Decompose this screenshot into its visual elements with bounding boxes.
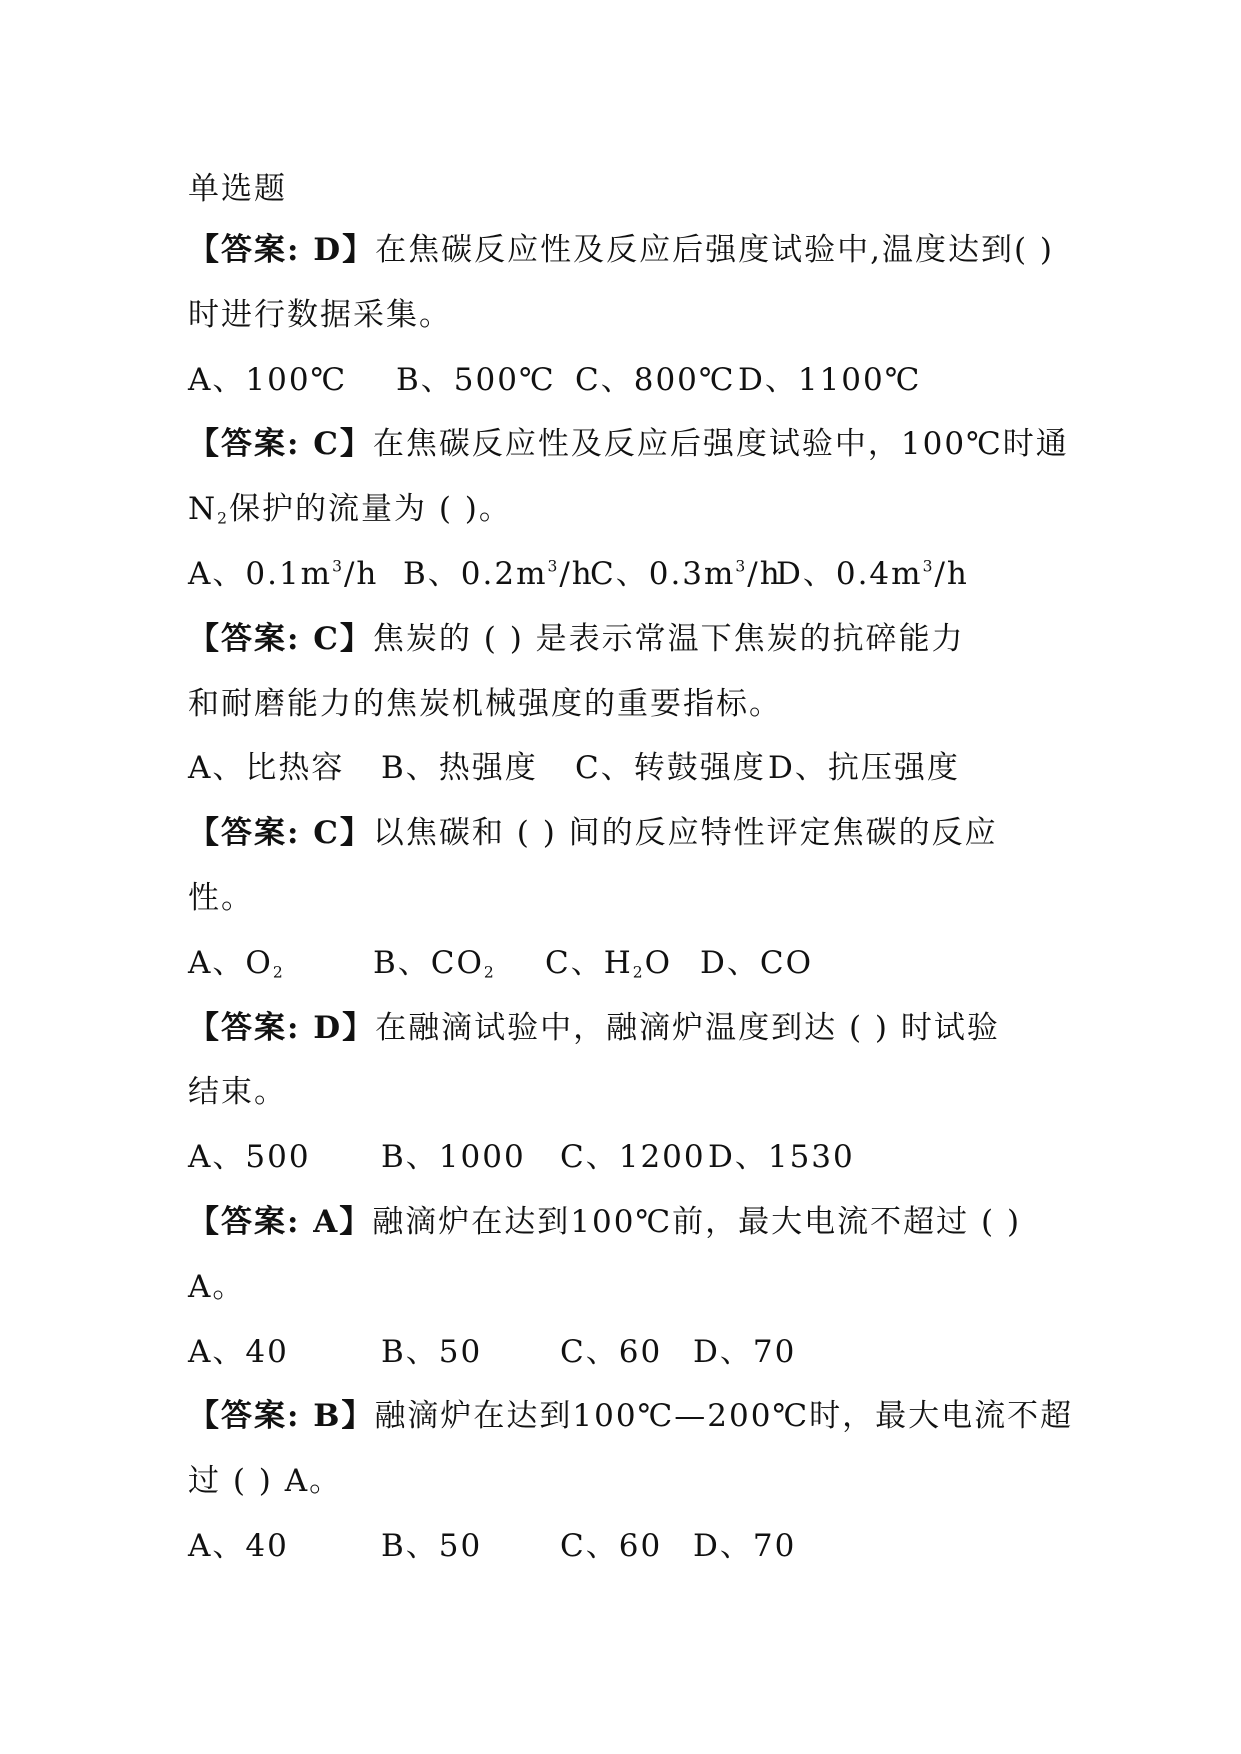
question-2-line-2 (188, 477, 1088, 542)
question-3-options (188, 736, 1088, 801)
question-7-stem-part-1: 融滴炉在达到100℃—200℃时，最大电流不超 (374, 1398, 1074, 1435)
document-content (188, 160, 1088, 1579)
question-2-option-d: D、$0.4m^3/h$ (776, 555, 969, 592)
question-5-option-d: D、1530 (708, 1139, 855, 1176)
question-4-option-d: D、CO (700, 944, 813, 981)
question-6-option-a: A、40 (188, 1333, 289, 1370)
question-3-option-b: B、热强度 (381, 750, 538, 787)
question-2-option-a: A、$0.1m^3/h$ (188, 555, 379, 592)
question-5-option-c: C、1200 (560, 1139, 706, 1176)
question-5-answer: 【答案: D】 (188, 1009, 376, 1046)
question-2-option-b: B、$0.2m^3/h$ (403, 555, 594, 592)
question-7-options (188, 1514, 1088, 1579)
question-7-line-2: 过 ( ) A。 (188, 1463, 343, 1500)
question-5-line-2: 结束。 (188, 1074, 287, 1111)
question-6-line-2: A。 (188, 1268, 246, 1305)
question-4-option-a: A、$O_2$ (188, 944, 285, 982)
question-1-answer: 【答案: D】 (188, 232, 376, 268)
question-5-option-a: A、500 (188, 1139, 311, 1176)
question-6-line-1 (188, 1190, 1088, 1255)
question-5-stem-part-1: 在融滴试验中，融滴炉温度到达 ( ) 时试验 (375, 1009, 1000, 1046)
question-1-line-2: 时进行数据采集。 (188, 296, 452, 333)
question-2-options (188, 542, 1088, 607)
question-3-stem-part-1: 焦炭的 ( ) 是表示常温下焦炭的抗碎能力 (372, 620, 965, 657)
question-4-line-1 (188, 801, 1088, 866)
question-2-n-symbol: N (188, 491, 218, 528)
question-1-line-1 (188, 218, 1088, 283)
question-6-answer: 【答案: A】 (188, 1203, 373, 1240)
question-6-option-c: C、60 (560, 1333, 663, 1370)
question-6-options (188, 1320, 1088, 1385)
question-1-option-c: C、800℃ (575, 361, 736, 398)
question-3-option-a: A、比热容 (188, 750, 345, 787)
question-5-line-1 (188, 996, 1088, 1061)
question-3-option-d: D、抗压强度 (768, 750, 960, 787)
section-title: 单选题 (188, 171, 287, 207)
question-6-option-b: B、50 (381, 1333, 483, 1370)
question-4-option-b: B、$CO_2$ (373, 944, 496, 982)
question-1-option-a: A、100℃ (188, 361, 348, 398)
question-7-option-a: A、40 (188, 1527, 289, 1564)
question-3-option-c: C、转鼓强度 (575, 750, 766, 787)
question-1-stem-part-1: 在焦碳反应性及反应后强度试验中,温度达到( ) (375, 232, 1055, 268)
question-4-stem-part-1: 以焦碳和 ( ) 间的反应特性评定焦碳的反应 (372, 815, 998, 852)
question-3-line-1 (188, 607, 1088, 672)
question-1-options (188, 348, 1088, 413)
question-2-stem-part-1: 在焦碳反应性及反应后强度试验中，100℃时通 (372, 426, 1069, 463)
question-2-n-subscript: 2 (217, 509, 229, 528)
question-1-option-d: D、1100℃ (738, 361, 922, 398)
question-4-answer: 【答案: C】 (188, 815, 373, 852)
question-3-line-2: 和耐磨能力的焦炭机械强度的重要指标。 (188, 685, 782, 722)
question-4-options (188, 931, 1088, 996)
question-6-option-d: D、70 (693, 1333, 797, 1370)
question-7-option-d: D、70 (693, 1527, 797, 1564)
question-2-stem-part-2: 保护的流量为 ( )。 (229, 491, 512, 528)
question-4-line-2: 性。 (188, 879, 254, 916)
question-4-option-c: C、$H_2O$ (545, 944, 673, 982)
question-5-option-b: B、1000 (381, 1139, 526, 1176)
question-2-option-c: C、$0.3m^3/h$ (590, 555, 782, 592)
question-5-options (188, 1125, 1088, 1190)
question-2-answer: 【答案: C】 (188, 426, 373, 463)
question-7-answer: 【答案: B】 (188, 1398, 375, 1435)
question-1-option-b: B、500℃ (396, 361, 556, 398)
question-7-option-b: B、50 (381, 1527, 483, 1564)
question-3-answer: 【答案: C】 (188, 620, 373, 657)
question-7-line-1 (188, 1384, 1088, 1449)
question-2-line-1 (188, 412, 1088, 477)
question-6-stem-part-1: 融滴炉在达到100℃前，最大电流不超过 ( ) (372, 1203, 1022, 1240)
question-7-option-c: C、60 (560, 1527, 663, 1564)
